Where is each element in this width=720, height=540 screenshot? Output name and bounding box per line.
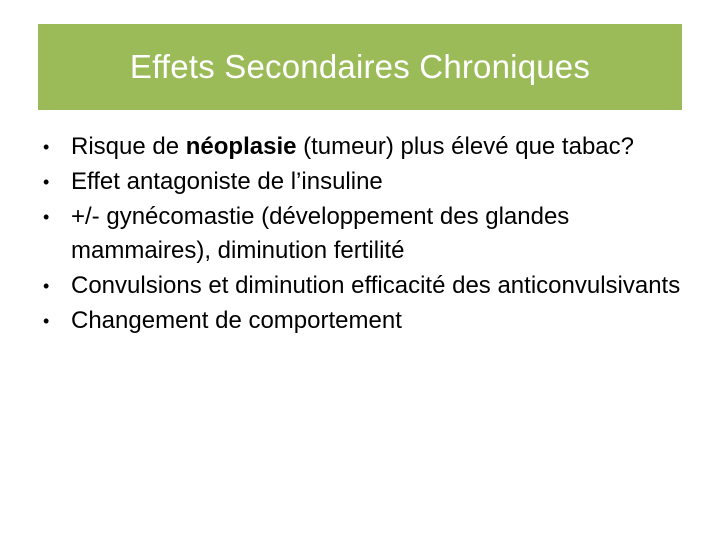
bullet-marker: • xyxy=(43,207,50,227)
bullet-marker: • xyxy=(43,276,50,296)
bullet-marker: • xyxy=(43,137,50,157)
bullet-item-neoplasie xyxy=(40,130,690,164)
bullet-text: +/- gynécomastie (développement des glandes mammaires), diminution fertilité xyxy=(71,203,570,264)
bullet-text-after: (tumeur) plus élevé que tabac? xyxy=(296,133,634,160)
slide-title: Effets Secondaires Chroniques xyxy=(129,48,591,85)
bullet-item-convulsions xyxy=(40,269,690,303)
bullet-item-insuline xyxy=(40,165,690,199)
bullet-item-gynecomastie xyxy=(40,200,690,268)
bullet-text-bold: néoplasie xyxy=(185,133,297,160)
bullet-marker: • xyxy=(43,311,50,331)
title-band xyxy=(38,24,682,110)
bullet-marker: • xyxy=(43,172,50,192)
bullet-text: Effet antagoniste de l’insuline xyxy=(71,168,383,195)
bullet-list xyxy=(40,130,690,339)
bullet-text: Convulsions et diminution efficacité des anticonvulsivants xyxy=(71,272,681,299)
bullet-text-before: Risque de xyxy=(71,133,186,160)
bullet-item-comportement xyxy=(40,304,690,338)
bullet-text: Changement de comportement xyxy=(71,307,402,334)
